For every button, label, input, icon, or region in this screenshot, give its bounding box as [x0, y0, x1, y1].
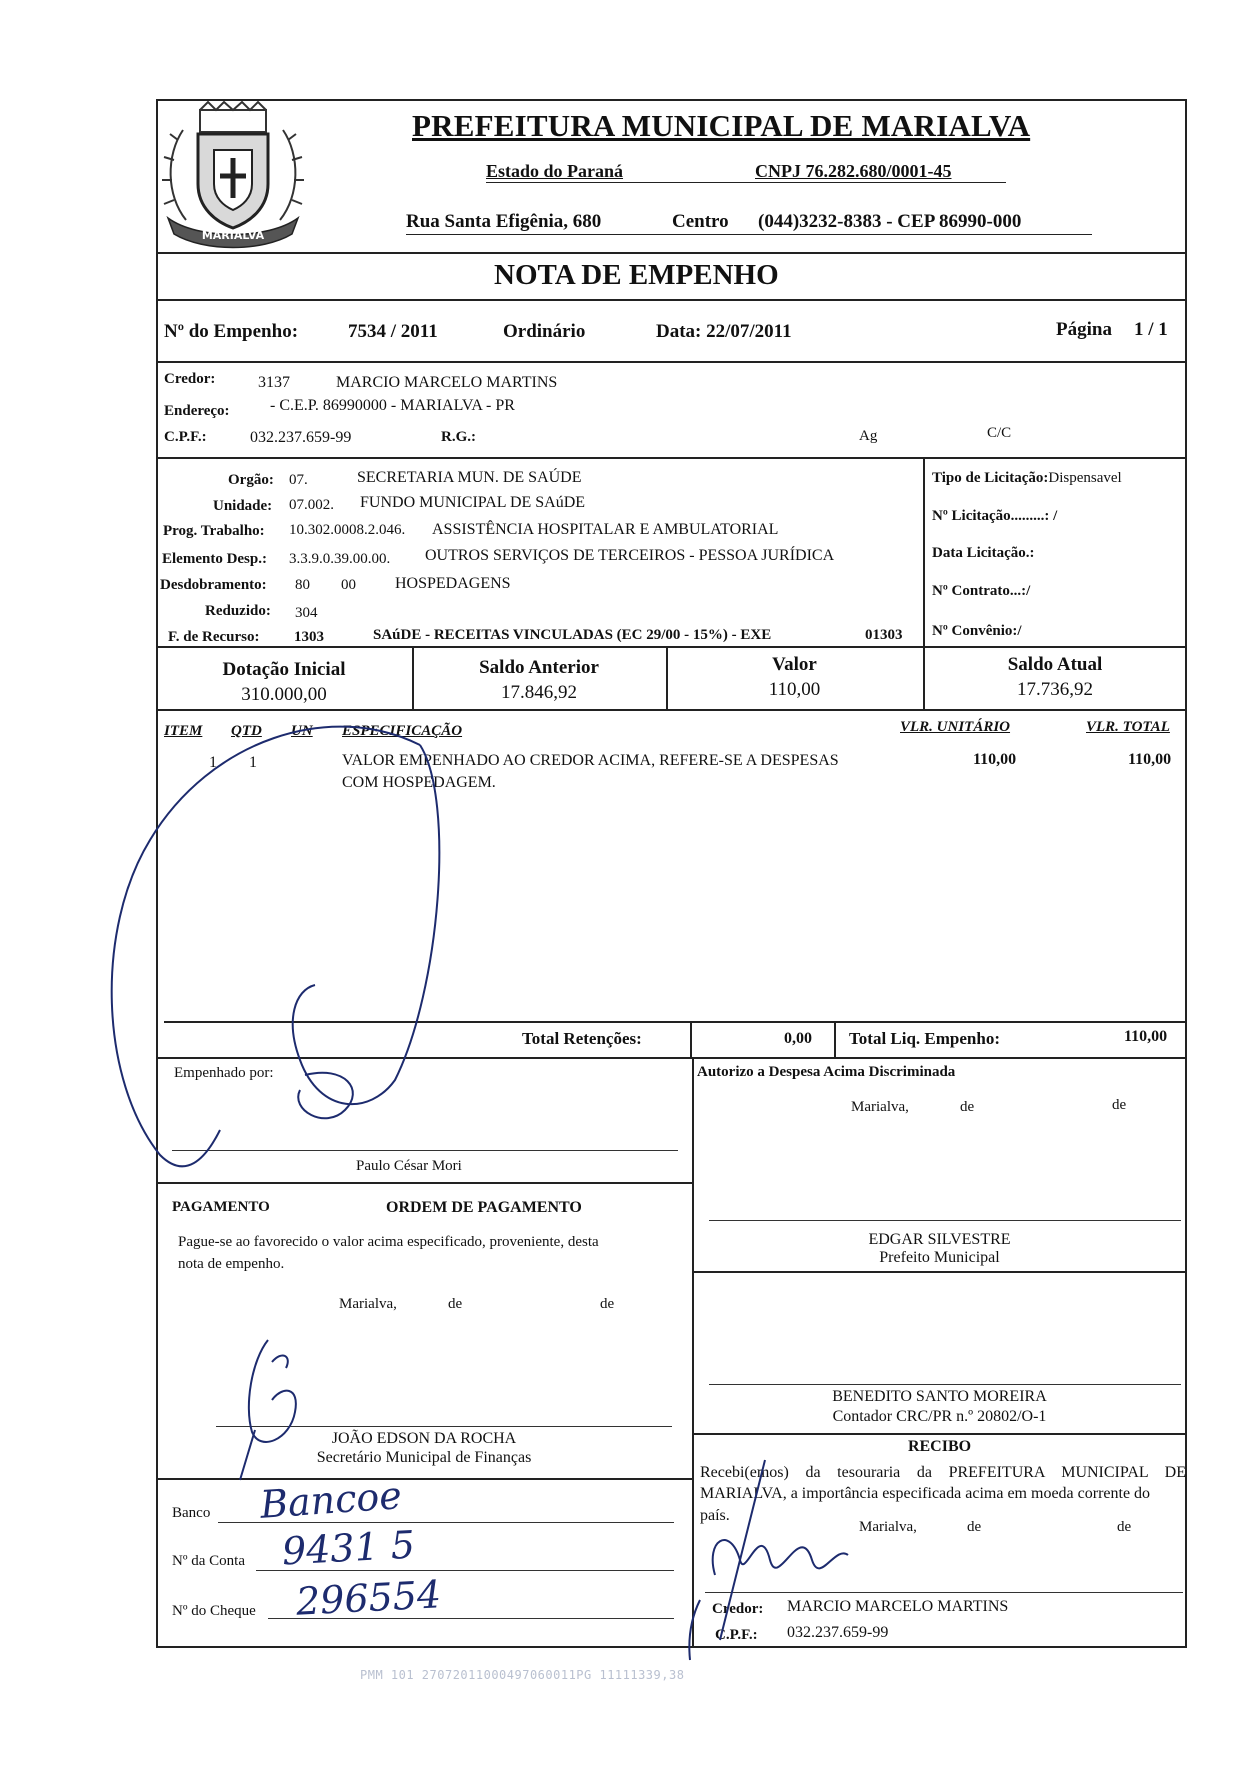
orgao-code: 07. [289, 472, 308, 488]
item-qtd: 1 [249, 754, 257, 771]
tipo-licitacao: Dispensavel [1048, 470, 1122, 486]
signature-loop-stroke [112, 727, 420, 1167]
col-especificacao: ESPECIFICAÇÃO [342, 723, 463, 739]
empenhado-name: Paulo César Mori [356, 1158, 462, 1174]
secretario-name: JOÃO EDSON DA ROCHA [331, 1430, 517, 1447]
recibo-credor-name: MARCIO MARCELO MARTINS [787, 1598, 1009, 1615]
recibo-title: RECIBO [907, 1438, 972, 1455]
address-label: Endereço: [164, 403, 230, 419]
recibo-text-line1: Recebi(emos) da tesouraria da PREFEITURA MUNICIPAL DE [700, 1464, 1186, 1481]
state-name: Estado do Paraná [486, 161, 624, 181]
conta-handwritten: 9431 5 [280, 1522, 417, 1574]
unidade-code: 07.002. [289, 497, 334, 513]
credor-code: 3137 [258, 374, 290, 391]
reduzido-value: 304 [295, 605, 318, 621]
pagamento-de2: de [600, 1296, 615, 1312]
prog-label: Prog. Trabalho: [163, 523, 265, 539]
recibo-cpf-label: C.P.F.: [715, 1627, 758, 1643]
secretario-role: Secretário Municipal de Finanças [316, 1449, 532, 1466]
document-title: NOTA DE EMPENHO [494, 259, 779, 291]
pagamento-text-line1: Pague-se ao favorecido o valor acima especificado, proveniente, desta [178, 1234, 599, 1250]
signature-oval-stroke [293, 745, 440, 1104]
tipo-licitacao-label: Tipo de Licitação: [932, 470, 1049, 486]
recibo-city: Marialva, [859, 1519, 917, 1535]
recurso-code: 1303 [294, 629, 324, 645]
seal-banner-text: MARIALVA [201, 229, 265, 242]
cheque-label: Nº do Cheque [172, 1603, 256, 1619]
autorizo-title: Autorizo a Despesa Acima Discriminada [697, 1064, 956, 1080]
municipality-title: PREFEITURA MUNICIPAL DE MARIALVA [412, 108, 1031, 143]
desdobramento-name: HOSPEDAGENS [395, 575, 511, 592]
contador-name: BENEDITO SANTO MOREIRA [832, 1388, 1047, 1405]
cpf-label: C.P.F.: [164, 429, 207, 445]
contador-role: Contador CRC/PR n.º 20802/O-1 [832, 1408, 1047, 1425]
item-description-line1: VALOR EMPENHADO AO CREDOR ACIMA, REFERE-SE A DESPESAS [342, 752, 839, 769]
banco-handwritten: Bancoe [258, 1473, 404, 1527]
conta-label: Nº da Conta [172, 1553, 245, 1569]
col-un: UN [291, 723, 313, 739]
recibo-credor-label: Credor: [712, 1601, 764, 1617]
empenho-number: 7534 / 2011 [348, 321, 438, 342]
desdobramento-a: 80 [295, 577, 310, 593]
liquido-label: Total Liq. Empenho: [849, 1029, 1000, 1048]
recibo-de2: de [1117, 1519, 1132, 1535]
empenho-type: Ordinário [503, 321, 586, 342]
pagamento-text-line2: nota de empenho. [178, 1256, 285, 1272]
elemento-label: Elemento Desp.: [162, 551, 267, 567]
retencoes-value: 0,00 [784, 1030, 812, 1047]
numero-licitacao: Nº Licitação.........: / [932, 508, 1058, 524]
empenhado-label: Empenhado por: [174, 1065, 274, 1081]
page-label: Página [1056, 319, 1112, 340]
desdobramento-label: Desdobramento: [160, 577, 267, 593]
ag-label: Ag [859, 428, 878, 444]
credor-signature [713, 1540, 848, 1575]
prefeito-name: EDGAR SILVESTRE [868, 1231, 1011, 1248]
recibo-de1: de [967, 1519, 982, 1535]
recurso-number: 01303 [865, 627, 903, 643]
elemento-name: OUTROS SERVIÇOS DE TERCEIROS - PESSOA JURÍDICA [425, 547, 835, 564]
item-unit-value: 110,00 [973, 751, 1017, 768]
col-vlr-total: VLR. TOTAL [1086, 719, 1170, 735]
recurso-label: F. de Recurso: [168, 629, 260, 645]
retencoes-label: Total Retenções: [522, 1029, 642, 1048]
rg-label: R.G.: [441, 429, 476, 445]
autorizo-de2: de [1112, 1097, 1127, 1113]
recibo-cpf: 032.237.659-99 [787, 1624, 889, 1641]
banco-label: Banco [172, 1505, 211, 1521]
empenho-date: Data: 22/07/2011 [656, 321, 792, 342]
unidade-label: Unidade: [213, 498, 273, 514]
saldo-anterior-label: Saldo Anterior [479, 657, 599, 678]
recibo-text-line2: MARIALVA, a importância especificada acima em moeda corrente do [700, 1485, 1151, 1502]
page-number: 1 / 1 [1134, 319, 1168, 340]
ordem-pagamento-label: ORDEM DE PAGAMENTO [386, 1199, 582, 1216]
saldo-atual-value: 17.736,92 [1017, 679, 1093, 700]
autorizo-city: Marialva, [851, 1099, 909, 1115]
credor-name: MARCIO MARCELO MARTINS [336, 374, 558, 391]
liquido-value: 110,00 [1124, 1028, 1168, 1045]
valor-label: Valor [772, 654, 817, 675]
cnpj: CNPJ 76.282.680/0001-45 [755, 161, 952, 181]
cheque-handwritten: 296554 [294, 1572, 443, 1624]
credor-cpf: 032.237.659-99 [250, 429, 352, 446]
prog-name: ASSISTÊNCIA HOSPITALAR E AMBULATORIAL [432, 521, 779, 538]
unidade-name: FUNDO MUNICIPAL DE SAúDE [360, 494, 586, 511]
empenho-label: Nº do Empenho: [164, 321, 299, 342]
district: Centro [672, 211, 729, 232]
pagamento-city: Marialva, [339, 1296, 397, 1312]
col-qtd: QTD [231, 723, 262, 739]
authentication-stamp: PMM 101 27072011000497060011PG 11111339,38 [360, 1668, 685, 1682]
saldo-anterior-value: 17.846,92 [501, 682, 577, 703]
autorizo-de1: de [960, 1099, 975, 1115]
item-description-line2: COM HOSPEDAGEM. [342, 774, 496, 791]
item-total-value: 110,00 [1128, 751, 1172, 768]
secretario-signature [249, 1340, 296, 1442]
cc-label: C/C [987, 425, 1012, 441]
desdobramento-b: 00 [341, 577, 356, 593]
dotacao-label: Dotação Inicial [222, 659, 346, 680]
numero-convenio: Nº Convênio:/ [932, 623, 1022, 639]
elemento-code: 3.3.9.0.39.00.00. [289, 551, 391, 567]
dotacao-value: 310.000,00 [241, 684, 327, 705]
credor-label: Credor: [164, 371, 216, 387]
col-vlr-unitario: VLR. UNITÁRIO [900, 719, 1011, 735]
street-address: Rua Santa Efigênia, 680 [406, 211, 602, 232]
recurso-name: SAúDE - RECEITAS VINCULADAS (EC 29/00 - 15%) - EXE [373, 627, 772, 643]
credor-address: - C.E.P. 86990000 - MARIALVA - PR [270, 397, 515, 414]
reduzido-label: Reduzido: [205, 603, 271, 619]
phone-cep: (044)3232-8383 - CEP 86990-000 [758, 211, 1022, 232]
pagamento-label: PAGAMENTO [172, 1199, 270, 1215]
prefeito-role: Prefeito Municipal [879, 1249, 1000, 1266]
numero-contrato: Nº Contrato...:/ [932, 583, 1031, 599]
data-licitacao: Data Licitação.: [932, 545, 1035, 561]
col-item: ITEM [164, 723, 203, 739]
recibo-text-line3: país. [700, 1507, 730, 1524]
valor-value: 110,00 [768, 679, 821, 700]
orgao-name: SECRETARIA MUN. DE SAÚDE [357, 469, 582, 486]
item-number: 1 [209, 754, 217, 771]
pagamento-de1: de [448, 1296, 463, 1312]
saldo-atual-label: Saldo Atual [1007, 654, 1103, 675]
prog-code: 10.302.0008.2.046. [289, 522, 406, 538]
orgao-label: Orgão: [228, 472, 274, 488]
